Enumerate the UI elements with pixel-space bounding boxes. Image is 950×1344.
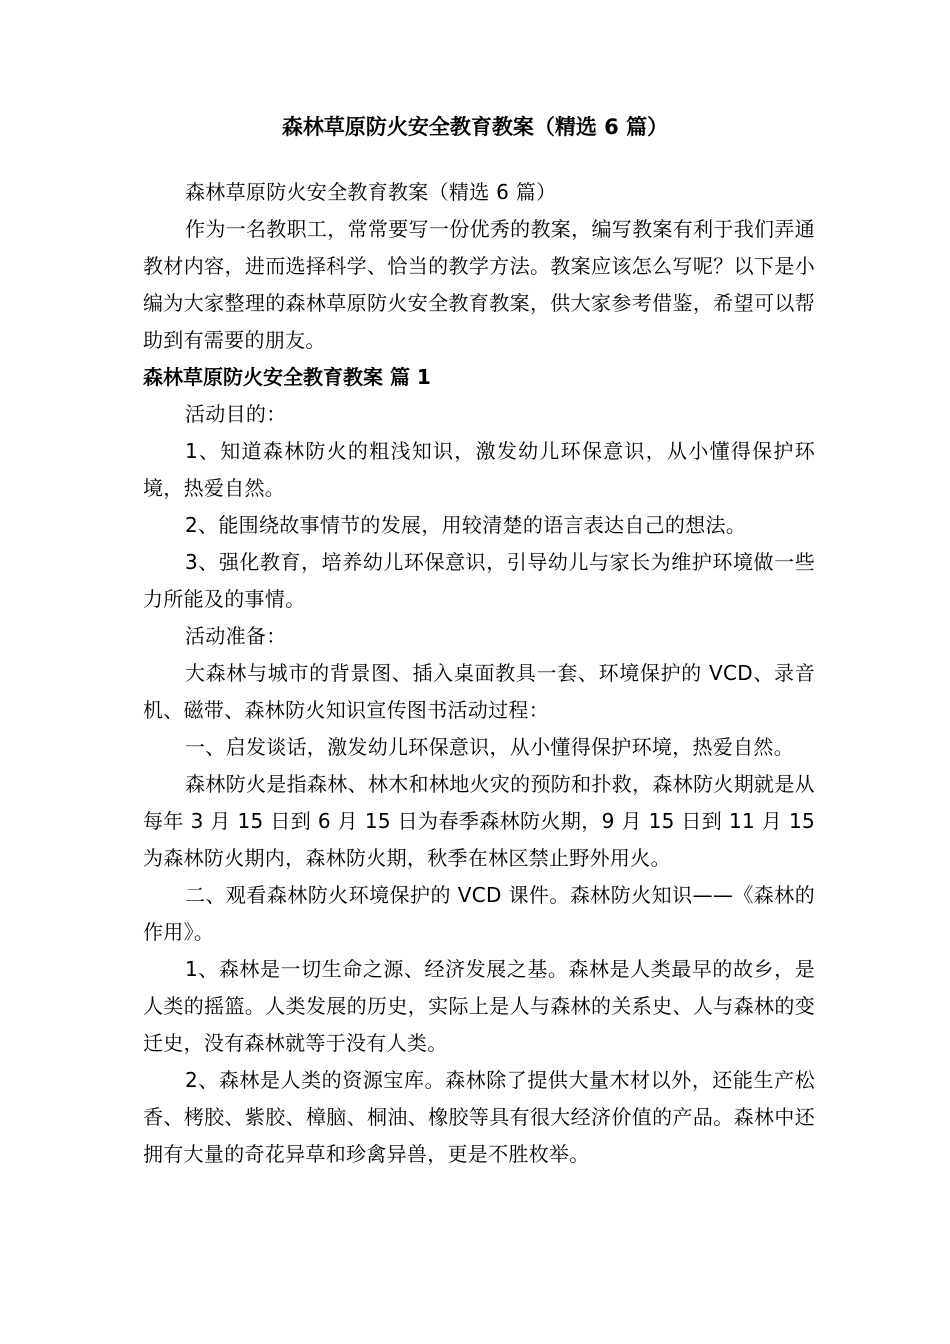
paragraph-step-2: 二、观看森林防火环境保护的 VCD 课件。森林防火知识——《森林的作用》。 xyxy=(143,883,815,944)
paragraph-fire-prevention: 森林防火是指森林、林木和林地火灾的预防和扑救，森林防火期就是从每年 3 月 15 日到 6 月 15 日为春季森林防火期，9 月 15 日到 11 月 15 为森林防火期内，森林防火期，秋季在林区禁止野外用火。 xyxy=(143,772,815,870)
paragraph-forest-role-1: 1、森林是一切生命之源、经济发展之基。森林是人类最早的故乡，是人类的摇篮。人类发展的历史，实际上是人与森林的关系史、人与森林的变迁史，没有森林就等于没有人类。 xyxy=(143,957,815,1055)
paragraph-prep-materials: 大森林与城市的背景图、插入桌面教具一套、环境保护的 VCD、录音机、磁带、森林防火知识宣传图书活动过程： xyxy=(143,661,815,722)
paragraph-goal-2: 2、能围绕故事情节的发展，用较清楚的语言表达自己的想法。 xyxy=(185,513,747,537)
subtitle-paragraph: 森林草原防火安全教育教案（精选 6 篇） xyxy=(185,180,557,204)
paragraph-activity-prep: 活动准备： xyxy=(185,624,287,648)
paragraph-goal-1: 1、知道森林防火的粗浅知识，激发幼儿环保意识，从小懂得保护环境，热爱自然。 xyxy=(143,439,815,500)
paragraph-step-1: 一、启发谈话，激发幼儿环保意识，从小懂得保护环境，热爱自然。 xyxy=(185,735,794,759)
paragraph-activity-goal: 活动目的： xyxy=(185,402,287,426)
paragraph-goal-3: 3、强化教育，培养幼儿环保意识，引导幼儿与家长为维护环境做一些力所能及的事情。 xyxy=(143,550,815,611)
document-body xyxy=(143,174,815,1173)
paragraph-forest-role-2: 2、森林是人类的资源宝库。森林除了提供大量木材以外，还能生产松香、栲胶、紫胶、樟脑、桐油、橡胶等具有很大经济价值的产品。森林中还拥有大量的奇花异草和珍禽异兽，更是不胜枚举。 xyxy=(143,1068,815,1166)
intro-paragraph: 作为一名教职工，常常要写一份优秀的教案，编写教案有利于我们弄通教材内容，进而选择科学、恰当的教学方法。教案应该怎么写呢？以下是小编为大家整理的森林草原防火安全教育教案，供大家参考借鉴，希望可以帮助到有需要的朋友。 xyxy=(143,217,815,352)
document-title: 森林草原防火安全教育教案（精选 6 篇） xyxy=(281,115,669,139)
section-heading: 森林草原防火安全教育教案 篇 1 xyxy=(143,365,431,389)
